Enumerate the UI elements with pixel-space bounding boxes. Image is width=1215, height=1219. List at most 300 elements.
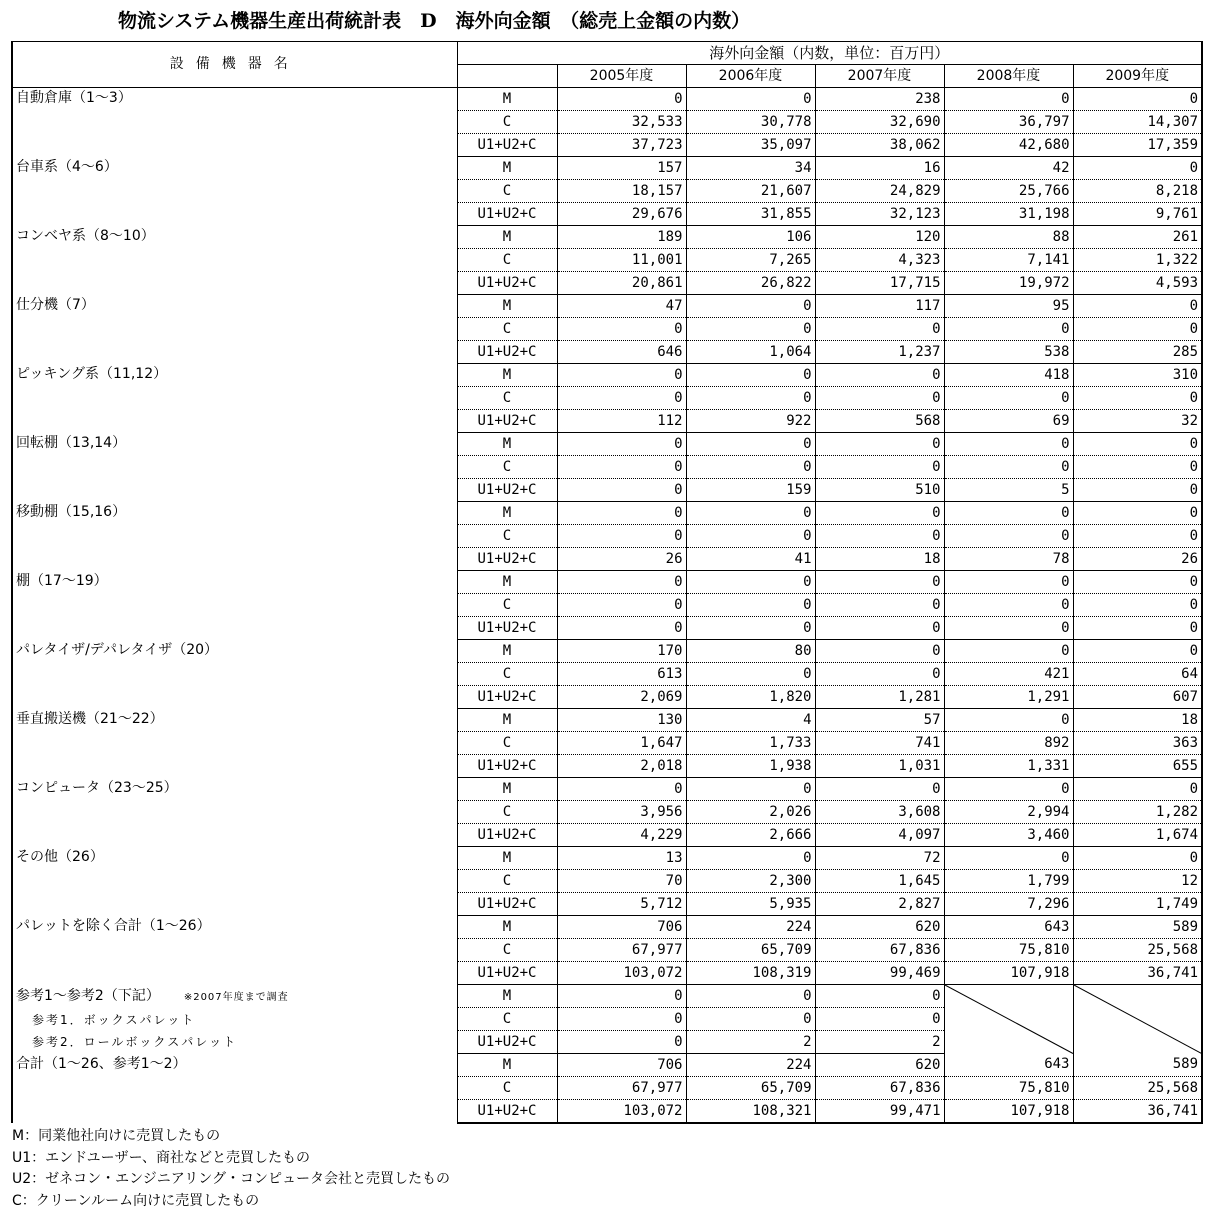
value-cell: 0: [557, 525, 686, 548]
type-cell: C: [457, 525, 557, 548]
value-cell: 70: [557, 870, 686, 893]
value-cell: 0: [1073, 433, 1202, 456]
value-cell: 17,715: [815, 272, 944, 295]
type-cell: C: [457, 801, 557, 824]
value-cell: 0: [686, 778, 815, 801]
type-cell: U1+U2+C: [457, 272, 557, 295]
value-cell: 36,797: [944, 111, 1073, 134]
type-cell: M: [457, 502, 557, 525]
value-cell: 0: [815, 594, 944, 617]
value-cell: 88: [944, 226, 1073, 249]
value-cell: 0: [944, 847, 1073, 870]
value-cell: 224: [686, 916, 815, 939]
value-cell: 47: [557, 295, 686, 318]
value-cell: 26: [1073, 548, 1202, 571]
value-cell: 159: [686, 479, 815, 502]
value-cell: 120: [815, 226, 944, 249]
value-cell: 112: [557, 410, 686, 433]
value-cell: 922: [686, 410, 815, 433]
table-row: [12, 847, 1202, 870]
value-cell: 0: [1073, 640, 1202, 663]
type-cell: C: [457, 318, 557, 341]
category-label-cell: [12, 847, 457, 916]
value-cell: 0: [944, 640, 1073, 663]
category-label-cell: [12, 502, 457, 571]
value-cell: 4,323: [815, 249, 944, 272]
value-cell: 4: [686, 709, 815, 732]
value-cell: 1,733: [686, 732, 815, 755]
table-body: [12, 88, 1202, 1124]
value-cell: 1,647: [557, 732, 686, 755]
type-cell: M: [457, 226, 557, 249]
value-cell: 103,072: [557, 962, 686, 985]
value-cell: 38,062: [815, 134, 944, 157]
type-cell: M: [457, 778, 557, 801]
value-cell: 0: [686, 985, 815, 1008]
value-cell: 21,607: [686, 180, 815, 203]
value-cell: 5,935: [686, 893, 815, 916]
value-cell: 510: [815, 479, 944, 502]
type-cell: C: [457, 387, 557, 410]
value-cell: 2,666: [686, 824, 815, 847]
value-cell: 189: [557, 226, 686, 249]
value-cell: 0: [557, 778, 686, 801]
value-cell: 99,469: [815, 962, 944, 985]
value-cell: 0: [557, 318, 686, 341]
value-cell: 620: [815, 1054, 944, 1077]
value-cell: 1,322: [1073, 249, 1202, 272]
value-cell: 2,018: [557, 755, 686, 778]
category-label: パレタイザ/デパレタイザ（20）: [16, 641, 219, 658]
value-cell: 2,300: [686, 870, 815, 893]
category-label-cell: [12, 709, 457, 778]
value-cell: 2,994: [944, 801, 1073, 824]
value-cell: 0: [815, 617, 944, 640]
value-cell: 69: [944, 410, 1073, 433]
value-cell: 31,198: [944, 203, 1073, 226]
value-cell: 0: [1073, 847, 1202, 870]
value-cell: 0: [557, 456, 686, 479]
category-label-cell: [12, 157, 457, 226]
value-cell: 8,218: [1073, 180, 1202, 203]
value-cell: 57: [815, 709, 944, 732]
reference-note: ※2007年度まで調査: [183, 991, 289, 1003]
value-cell: 1,281: [815, 686, 944, 709]
value-cell: 0: [686, 663, 815, 686]
value-cell: 26: [557, 548, 686, 571]
value-cell: 108,321: [686, 1100, 815, 1124]
category-label: 棚（17～19）: [16, 572, 108, 589]
value-cell: 14,307: [1073, 111, 1202, 134]
value-cell: 0: [815, 985, 944, 1008]
reference-label: 参考1～参考2（下記）: [16, 987, 160, 1004]
type-cell: C: [457, 732, 557, 755]
value-cell: 0: [557, 433, 686, 456]
category-label-cell: [12, 433, 457, 502]
type-cell: M: [457, 571, 557, 594]
value-cell: 1,291: [944, 686, 1073, 709]
type-cell: M: [457, 364, 557, 387]
category-label-cell: [12, 571, 457, 640]
value-cell: 1,938: [686, 755, 815, 778]
category-label: コンベヤ系（8～10）: [16, 227, 155, 244]
value-cell: 646: [557, 341, 686, 364]
value-cell: 3,460: [944, 824, 1073, 847]
value-cell: 7,141: [944, 249, 1073, 272]
type-header: [457, 65, 557, 88]
value-cell: 36,741: [1073, 1100, 1202, 1124]
overseas-amount-header: 海外向金額（内数，単位：百万円）: [457, 42, 1202, 65]
value-cell: 1,031: [815, 755, 944, 778]
value-cell: 4,097: [815, 824, 944, 847]
category-label-cell: [12, 916, 457, 985]
type-cell: M: [457, 916, 557, 939]
value-cell: 2: [815, 1031, 944, 1054]
value-cell: 0: [944, 456, 1073, 479]
value-cell: 18: [1073, 709, 1202, 732]
value-cell: 1,331: [944, 755, 1073, 778]
value-cell: 0: [557, 502, 686, 525]
value-cell: 892: [944, 732, 1073, 755]
table-row: [12, 985, 1202, 1008]
value-cell: 107,918: [944, 962, 1073, 985]
value-cell: 0: [815, 502, 944, 525]
table-row: [12, 295, 1202, 318]
category-label-cell: [12, 985, 457, 1054]
table-row: [12, 433, 1202, 456]
type-cell: C: [457, 249, 557, 272]
value-cell: 0: [815, 387, 944, 410]
value-cell: 607: [1073, 686, 1202, 709]
value-cell: 0: [686, 617, 815, 640]
value-cell: 64: [1073, 663, 1202, 686]
value-cell: 1,237: [815, 341, 944, 364]
value-cell: 25,568: [1073, 1077, 1202, 1100]
value-cell: 0: [944, 433, 1073, 456]
legend: [12, 1126, 450, 1212]
type-cell: U1+U2+C: [457, 479, 557, 502]
value-cell: 17,359: [1073, 134, 1202, 157]
value-cell: 0: [815, 364, 944, 387]
not-surveyed-cell: [1073, 985, 1202, 1054]
value-cell: 0: [686, 594, 815, 617]
year-header: 2007年度: [815, 65, 944, 88]
type-cell: U1+U2+C: [457, 686, 557, 709]
value-cell: 4,229: [557, 824, 686, 847]
value-cell: 41: [686, 548, 815, 571]
category-label: 垂直搬送機（21～22）: [16, 710, 164, 727]
value-cell: 0: [557, 479, 686, 502]
year-header: 2009年度: [1073, 65, 1202, 88]
type-cell: C: [457, 180, 557, 203]
value-cell: 568: [815, 410, 944, 433]
value-cell: 107,918: [944, 1100, 1073, 1124]
year-header: 2005年度: [557, 65, 686, 88]
category-label: 回転棚（13,14）: [16, 434, 127, 451]
value-cell: 108,319: [686, 962, 815, 985]
value-cell: 0: [686, 847, 815, 870]
value-cell: 26,822: [686, 272, 815, 295]
value-cell: 0: [557, 1031, 686, 1054]
value-cell: 655: [1073, 755, 1202, 778]
value-cell: 80: [686, 640, 815, 663]
value-cell: 117: [815, 295, 944, 318]
value-cell: 0: [1073, 571, 1202, 594]
value-cell: 67,977: [557, 939, 686, 962]
value-cell: 20,861: [557, 272, 686, 295]
type-cell: M: [457, 88, 557, 111]
legend-item: U1：エンドユーザー、商社などと売買したもの: [12, 1149, 311, 1166]
value-cell: 18: [815, 548, 944, 571]
value-cell: 0: [944, 617, 1073, 640]
value-cell: 643: [944, 916, 1073, 939]
category-label-cell: [12, 364, 457, 433]
value-cell: 32,123: [815, 203, 944, 226]
value-cell: 0: [944, 525, 1073, 548]
value-cell: 0: [944, 88, 1073, 111]
value-cell: 36,741: [1073, 962, 1202, 985]
type-cell: M: [457, 709, 557, 732]
value-cell: 0: [1073, 778, 1202, 801]
value-cell: 0: [1073, 502, 1202, 525]
value-cell: 643: [944, 1054, 1073, 1077]
value-cell: 0: [686, 88, 815, 111]
value-cell: 0: [686, 571, 815, 594]
value-cell: 0: [557, 594, 686, 617]
type-cell: U1+U2+C: [457, 893, 557, 916]
value-cell: 0: [557, 88, 686, 111]
value-cell: 589: [1073, 1054, 1202, 1077]
value-cell: 75,810: [944, 939, 1073, 962]
value-cell: 30,778: [686, 111, 815, 134]
value-cell: 0: [686, 525, 815, 548]
category-label-cell: [12, 295, 457, 364]
value-cell: 0: [944, 318, 1073, 341]
year-header: 2006年度: [686, 65, 815, 88]
table-row: [12, 502, 1202, 525]
category-label: その他（26）: [16, 848, 104, 865]
value-cell: 5: [944, 479, 1073, 502]
type-cell: U1+U2+C: [457, 1100, 557, 1124]
value-cell: 421: [944, 663, 1073, 686]
table-row: [12, 88, 1202, 111]
value-cell: 32,533: [557, 111, 686, 134]
type-cell: U1+U2+C: [457, 548, 557, 571]
category-label-cell: [12, 1054, 457, 1124]
type-cell: C: [457, 1008, 557, 1031]
value-cell: 0: [557, 617, 686, 640]
value-cell: 613: [557, 663, 686, 686]
category-label-cell: [12, 640, 457, 709]
value-cell: 1,674: [1073, 824, 1202, 847]
table-row: [12, 364, 1202, 387]
value-cell: 0: [944, 387, 1073, 410]
value-cell: 78: [944, 548, 1073, 571]
category-label: 自動倉庫（1～3）: [16, 90, 132, 106]
type-cell: U1+U2+C: [457, 824, 557, 847]
value-cell: 0: [557, 1008, 686, 1031]
category-label: 移動棚（15,16）: [16, 503, 127, 520]
type-cell: U1+U2+C: [457, 410, 557, 433]
type-cell: C: [457, 111, 557, 134]
value-cell: 18,157: [557, 180, 686, 203]
value-cell: 706: [557, 1054, 686, 1077]
legend-item: M：同業他社向けに売買したもの: [12, 1128, 221, 1144]
value-cell: 67,836: [815, 1077, 944, 1100]
value-cell: 0: [944, 709, 1073, 732]
value-cell: 31,855: [686, 203, 815, 226]
value-cell: 261: [1073, 226, 1202, 249]
type-cell: M: [457, 295, 557, 318]
value-cell: 11,001: [557, 249, 686, 272]
type-cell: U1+U2+C: [457, 1031, 557, 1054]
page-title: 物流システム機器生産出荷統計表 D 海外向金額 （総売上金額の内数）: [118, 10, 751, 32]
table-row: [12, 778, 1202, 801]
value-cell: 0: [557, 985, 686, 1008]
category-label-cell: [12, 778, 457, 847]
value-cell: 0: [815, 433, 944, 456]
value-cell: 0: [686, 433, 815, 456]
value-cell: 310: [1073, 364, 1202, 387]
value-cell: 34: [686, 157, 815, 180]
value-cell: 0: [686, 295, 815, 318]
value-cell: 7,265: [686, 249, 815, 272]
value-cell: 0: [686, 1008, 815, 1031]
value-cell: 5,712: [557, 893, 686, 916]
value-cell: 0: [1073, 617, 1202, 640]
value-cell: 0: [1073, 594, 1202, 617]
type-cell: M: [457, 640, 557, 663]
type-cell: M: [457, 433, 557, 456]
legend-item: C：クリーンルーム向けに売買したもの: [12, 1192, 260, 1209]
type-cell: M: [457, 157, 557, 180]
type-cell: C: [457, 456, 557, 479]
value-cell: 2,069: [557, 686, 686, 709]
category-label: ピッキング系（11,12）: [16, 365, 168, 382]
value-cell: 1,749: [1073, 893, 1202, 916]
value-cell: 2,827: [815, 893, 944, 916]
value-cell: 170: [557, 640, 686, 663]
value-cell: 65,709: [686, 939, 815, 962]
value-cell: 363: [1073, 732, 1202, 755]
reference-sub-1: 参考1．ボックスパレット: [32, 1012, 196, 1027]
value-cell: 42,680: [944, 134, 1073, 157]
value-cell: 0: [815, 663, 944, 686]
value-cell: 67,977: [557, 1077, 686, 1100]
value-cell: 0: [944, 502, 1073, 525]
value-cell: 9,761: [1073, 203, 1202, 226]
value-cell: 589: [1073, 916, 1202, 939]
value-cell: 706: [557, 916, 686, 939]
type-cell: M: [457, 1054, 557, 1077]
table-row: [12, 1054, 1202, 1077]
type-cell: U1+U2+C: [457, 134, 557, 157]
type-cell: C: [457, 663, 557, 686]
value-cell: 0: [815, 456, 944, 479]
value-cell: 0: [557, 571, 686, 594]
type-cell: U1+U2+C: [457, 203, 557, 226]
value-cell: 32,690: [815, 111, 944, 134]
value-cell: 3,956: [557, 801, 686, 824]
value-cell: 75,810: [944, 1077, 1073, 1100]
value-cell: 1,064: [686, 341, 815, 364]
value-cell: 130: [557, 709, 686, 732]
value-cell: 1,645: [815, 870, 944, 893]
value-cell: 0: [1073, 157, 1202, 180]
value-cell: 741: [815, 732, 944, 755]
value-cell: 0: [1073, 88, 1202, 111]
type-cell: C: [457, 594, 557, 617]
value-cell: 4,593: [1073, 272, 1202, 295]
value-cell: 37,723: [557, 134, 686, 157]
value-cell: 24,829: [815, 180, 944, 203]
value-cell: 0: [815, 525, 944, 548]
type-cell: U1+U2+C: [457, 962, 557, 985]
value-cell: 25,766: [944, 180, 1073, 203]
value-cell: 418: [944, 364, 1073, 387]
value-cell: 0: [815, 640, 944, 663]
value-cell: 2: [686, 1031, 815, 1054]
value-cell: 1,799: [944, 870, 1073, 893]
value-cell: 0: [686, 364, 815, 387]
year-header: 2008年度: [944, 65, 1073, 88]
category-label: パレットを除く合計（1～26）: [16, 917, 211, 934]
value-cell: 0: [815, 571, 944, 594]
type-cell: U1+U2+C: [457, 341, 557, 364]
value-cell: 0: [1073, 295, 1202, 318]
value-cell: 538: [944, 341, 1073, 364]
table-row: [12, 157, 1202, 180]
value-cell: 224: [686, 1054, 815, 1077]
value-cell: 0: [815, 1008, 944, 1031]
type-cell: M: [457, 985, 557, 1008]
table-row: [12, 571, 1202, 594]
value-cell: 95: [944, 295, 1073, 318]
value-cell: 0: [815, 778, 944, 801]
type-cell: C: [457, 1077, 557, 1100]
value-cell: 106: [686, 226, 815, 249]
reference-sub-2: 参考2．ロールボックスパレット: [32, 1034, 238, 1049]
value-cell: 0: [686, 456, 815, 479]
value-cell: 103,072: [557, 1100, 686, 1124]
value-cell: 19,972: [944, 272, 1073, 295]
type-cell: U1+U2+C: [457, 755, 557, 778]
table-row: [12, 226, 1202, 249]
value-cell: 0: [1073, 456, 1202, 479]
table-row: [12, 640, 1202, 663]
not-surveyed-cell: [944, 985, 1073, 1054]
equipment-name-header: 設備機器名: [12, 42, 457, 88]
value-cell: 0: [815, 318, 944, 341]
legend-item: U2：ゼネコン・エンジニアリング・コンピュータ会社と売買したもの: [12, 1171, 450, 1187]
type-cell: C: [457, 939, 557, 962]
value-cell: 12: [1073, 870, 1202, 893]
category-label: コンピュータ（23～25）: [16, 779, 178, 796]
value-cell: 620: [815, 916, 944, 939]
value-cell: 0: [1073, 387, 1202, 410]
value-cell: 7,296: [944, 893, 1073, 916]
value-cell: 42: [944, 157, 1073, 180]
type-cell: C: [457, 870, 557, 893]
value-cell: 0: [686, 502, 815, 525]
total-label: 合計（1～26、参考1～2）: [16, 1055, 187, 1072]
value-cell: 16: [815, 157, 944, 180]
value-cell: 1,820: [686, 686, 815, 709]
value-cell: 0: [686, 387, 815, 410]
value-cell: 0: [686, 318, 815, 341]
value-cell: 0: [1073, 479, 1202, 502]
value-cell: 0: [944, 571, 1073, 594]
